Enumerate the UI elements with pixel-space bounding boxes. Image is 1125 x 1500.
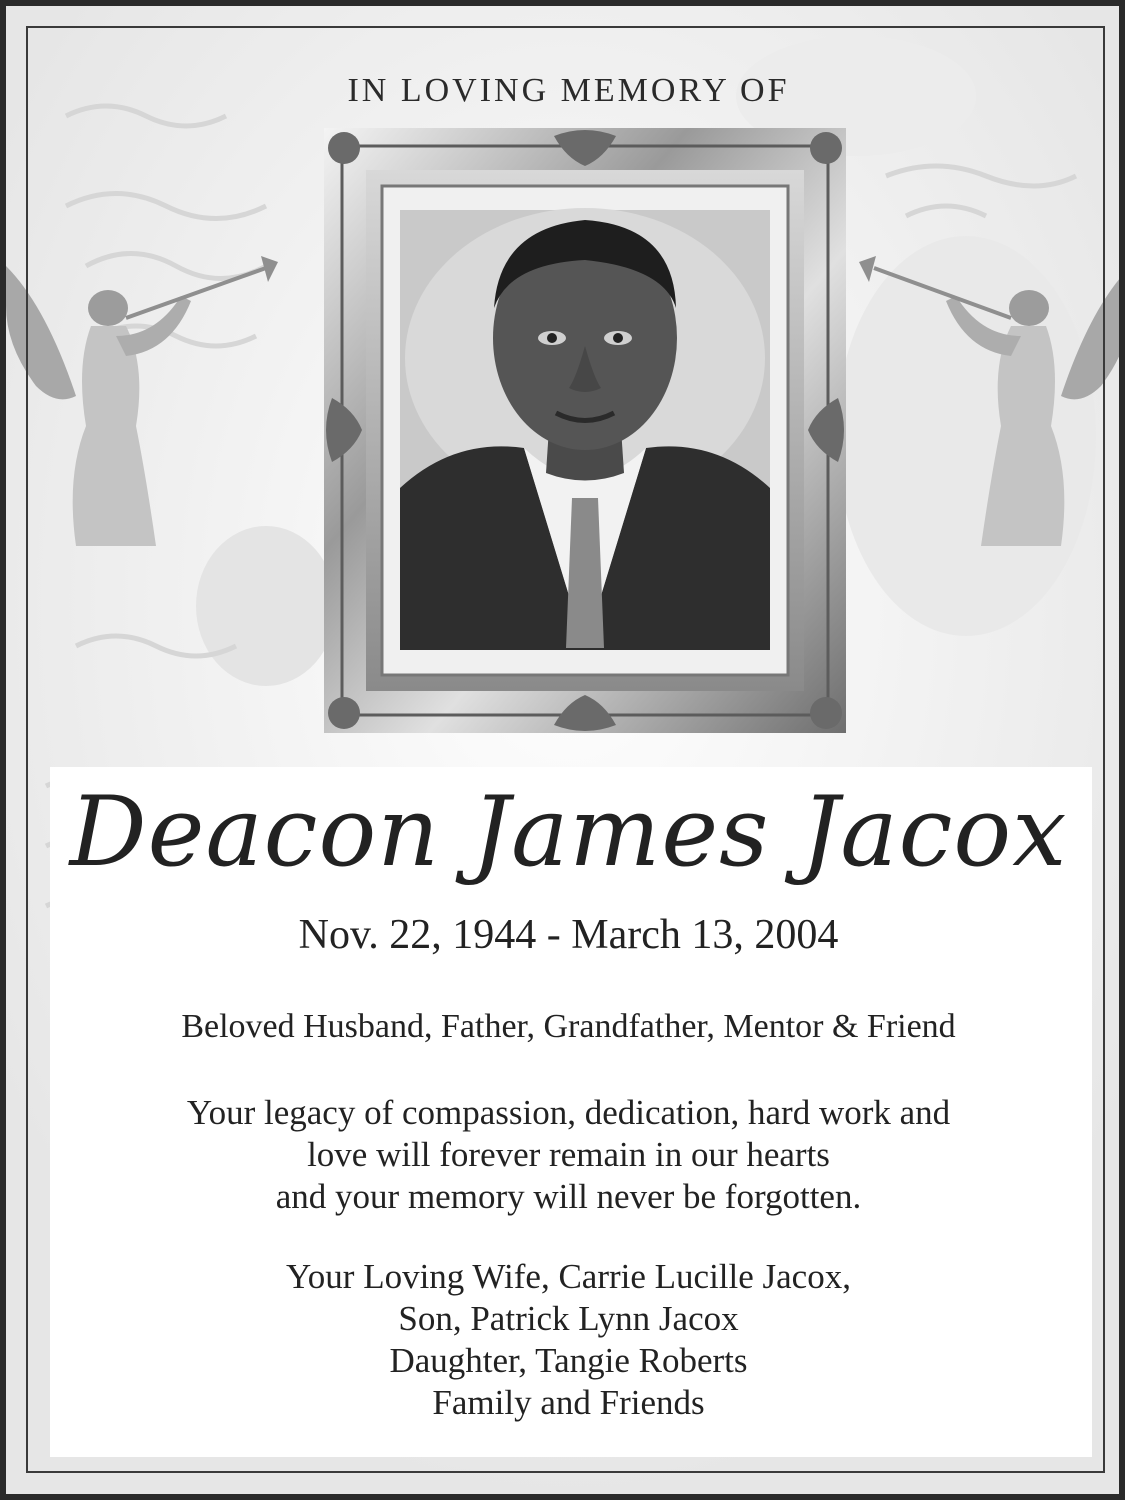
family-line: Family and Friends (432, 1383, 705, 1422)
tagline: Beloved Husband, Father, Grandfather, Mentor & Friend (181, 1008, 956, 1045)
legacy-message (6, 1092, 1125, 1218)
legacy-line: and your memory will never be forgotten. (275, 1177, 862, 1216)
life-dates: Nov. 22, 1944 - March 13, 2004 (298, 912, 839, 958)
family-signature (6, 1256, 1125, 1424)
family-line: Son, Patrick Lynn Jacox (398, 1299, 739, 1338)
memorial-heading: IN LOVING MEMORY OF (347, 72, 790, 109)
deceased-name: Deacon James Jacox (69, 776, 1068, 888)
portrait-photo-icon (400, 208, 770, 650)
family-line: Your Loving Wife, Carrie Lucille Jacox, (286, 1257, 851, 1296)
legacy-line: Your legacy of compassion, dedication, hard work and (186, 1093, 951, 1132)
legacy-line: love will forever remain in our hearts (307, 1135, 830, 1174)
family-line: Daughter, Tangie Roberts (389, 1341, 748, 1380)
portrait-frame (324, 128, 846, 733)
